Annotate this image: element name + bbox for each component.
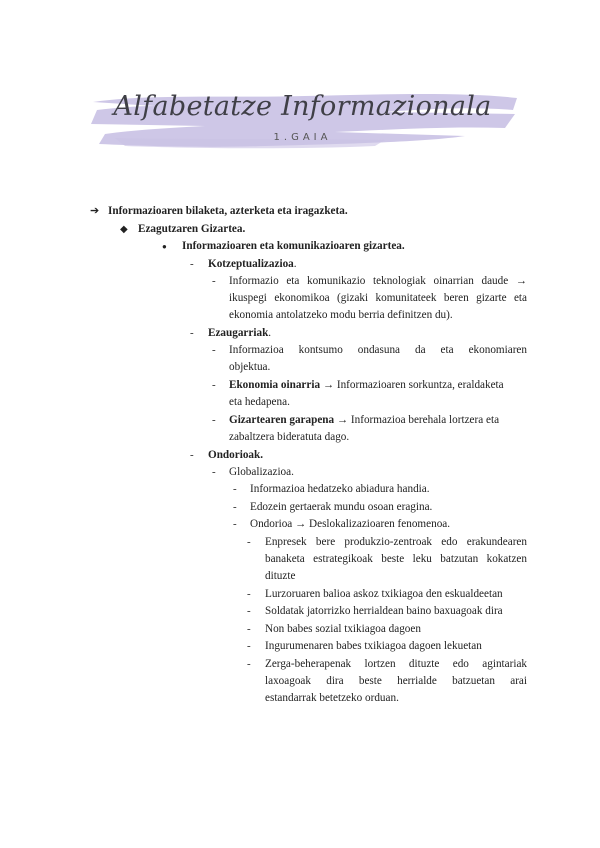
- list-item-heading: Kotzeptualizazioa.: [208, 258, 297, 270]
- dash-bullet: -: [212, 414, 216, 426]
- list-item: Non babes sozial txikiagoa dagoen: [265, 623, 421, 635]
- list-item: Informazioa hedatzeko abiadura handia.: [250, 483, 430, 495]
- section-heading: Informazioaren bilaketa, azterketa eta iragazketa.: [108, 205, 348, 217]
- list-item: Zerga-beherapenak lortzen dituzte edo agintariak: [265, 658, 527, 670]
- dot-bullet-icon: ●: [162, 242, 167, 251]
- page-title: Alfabetatze Informazionala: [113, 91, 492, 122]
- topic-heading: Informazioaren eta komunikazioaren gizartea.: [182, 240, 405, 252]
- dash-bullet: -: [212, 379, 216, 391]
- list-item: Lurzoruaren balioa askoz txikiagoa den eskualdeetan: [265, 588, 503, 600]
- list-item-continued: objektua.: [229, 361, 271, 373]
- list-item: Informazioa kontsumo ondasuna da eta ekonomiaren: [229, 344, 527, 356]
- list-item: Informazio eta komunikazio teknologiak oinarrian daude →: [229, 275, 527, 287]
- list-item-continued: banaketa estrategikoak beste leku batzutan kokatzen: [265, 553, 527, 565]
- list-item: Gizartearen garapena → Informazioa berehala lortzera eta: [229, 414, 500, 426]
- list-item-continued: laxoagoak dira beste herrialde batzuetan arai: [265, 675, 527, 687]
- list-item-continued: ikuspegi ekonomikoa (gizaki komunitateek beren gizarte eta: [229, 292, 527, 304]
- list-item: Ingurumenaren babes txikiagoa dagoen lekuetan: [265, 640, 482, 652]
- list-item: Enpresek bere produkzio-zentroak edo erakundearen: [265, 536, 527, 548]
- dash-bullet: -: [233, 518, 237, 530]
- list-item: Edozein gertaerak mundu osoan eragina.: [250, 501, 433, 513]
- dash-bullet: -: [247, 536, 251, 548]
- dash-bullet: -: [247, 658, 251, 670]
- dash-bullet: -: [212, 275, 216, 287]
- list-item-heading: Ondorioak.: [208, 449, 264, 461]
- dash-bullet: -: [247, 623, 251, 635]
- dash-bullet: -: [212, 466, 216, 478]
- dash-bullet: -: [190, 327, 194, 339]
- list-item-continued: dituzte: [265, 570, 296, 582]
- arrow-bullet-icon: ➔: [90, 205, 100, 217]
- dash-bullet: -: [247, 640, 251, 652]
- dash-bullet: -: [212, 344, 216, 356]
- list-item: Ekonomia oinarria → Informazioaren sorkuntza, eraldaketa: [229, 379, 504, 391]
- list-item-continued: eta hedapena.: [229, 396, 290, 408]
- dash-bullet: -: [233, 501, 237, 513]
- page-subtitle: 1.GAIA: [273, 132, 332, 143]
- list-item-continued: ekonomia antolatzeko modu berria definitzen du).: [229, 309, 453, 321]
- list-item: Globalizazioa.: [229, 466, 294, 478]
- dash-bullet: -: [233, 483, 237, 495]
- list-item-continued: estandarrak betetzeko orduan.: [265, 692, 399, 704]
- title-banner: [85, 80, 520, 160]
- list-item-heading: Ezaugarriak.: [208, 327, 272, 339]
- list-item: Ondorioa → Deslokalizazioaren fenomenoa.: [250, 518, 451, 530]
- diamond-bullet-icon: ◆: [120, 224, 128, 235]
- dash-bullet: -: [190, 449, 194, 461]
- list-item: Soldatak jatorrizko herrialdean baino baxuagoak dira: [265, 605, 503, 617]
- dash-bullet: -: [190, 258, 194, 270]
- list-item-continued: zabaltzera bideratuta dago.: [229, 431, 350, 443]
- subsection-heading: Ezagutzaren Gizartea.: [138, 223, 246, 235]
- dash-bullet: -: [247, 588, 251, 600]
- dash-bullet: -: [247, 605, 251, 617]
